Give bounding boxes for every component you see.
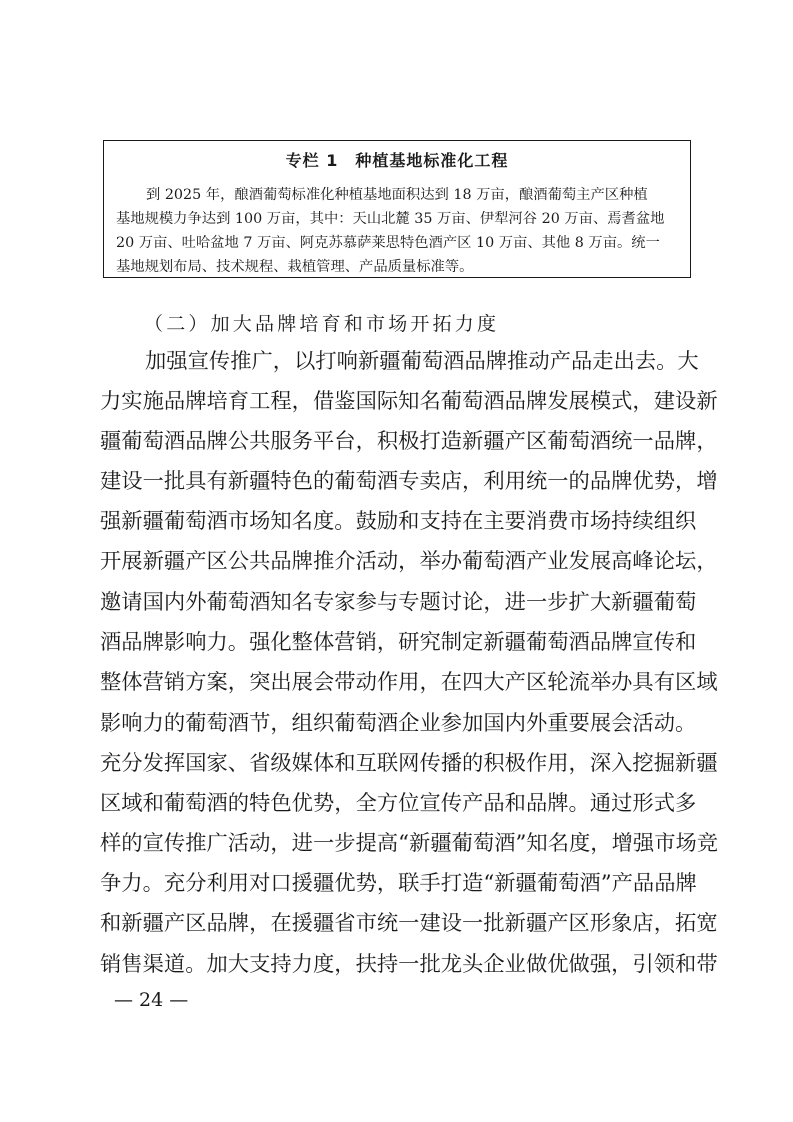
paragraph-line: 开展新疆产区公共品牌推介活动，举办葡萄酒产业发展高峰论坛， bbox=[100, 549, 718, 574]
paragraph-line: 充分发挥国家、省级媒体和互联网传播的积极作用，深入挖掘新疆 bbox=[100, 751, 718, 776]
paragraph-line: 建设一批具有新疆特色的葡萄酒专卖店，利用统一的品牌优势，增 bbox=[100, 469, 718, 494]
paragraph-line: 疆葡萄酒品牌公共服务平台，积极打造新疆产区葡萄酒统一品牌， bbox=[100, 429, 718, 454]
paragraph-line: 争力。充分利用对口援疆优势，联手打造“新疆葡萄酒”产品品牌 bbox=[100, 871, 697, 896]
box-title: 专栏 1 种植基地标准化工程 bbox=[285, 151, 509, 170]
paragraph-line: 加强宣传推广，以打响新疆葡萄酒品牌推动产品走出去。大 bbox=[145, 349, 699, 374]
paragraph-line: 整体营销方案，突出展会带动作用，在四大产区轮流举办具有区域 bbox=[100, 670, 718, 695]
paragraph-line: 力实施品牌培育工程，借鉴国际知名葡萄酒品牌发展模式，建设新 bbox=[100, 389, 718, 414]
box-text-line: 20 万亩、吐哈盆地 7 万亩、阿克苏慕萨莱思特色酒产区 10 万亩、其他 8 万亩。统一 bbox=[116, 235, 660, 251]
paragraph-line: 酒品牌影响力。强化整体营销，研究制定新疆葡萄酒品牌宣传和 bbox=[100, 630, 697, 655]
page-number: — 24 — bbox=[114, 989, 189, 1011]
paragraph-line: 强新疆葡萄酒市场知名度。鼓励和支持在主要消费市场持续组织 bbox=[100, 509, 697, 534]
box-text-line: 到 2025 年，酿酒葡萄标准化种植基地面积达到 18 万亩，酿酒葡萄主产区种植 bbox=[146, 187, 648, 203]
paragraph-line: 和新疆产区品牌，在援疆省市统一建设一批新疆产区形象店，拓宽 bbox=[100, 911, 718, 936]
box-text-line: 基地规划布局、技术规程、栽植管理、产品质量标准等。 bbox=[116, 259, 474, 275]
paragraph-line: 销售渠道。加大支持力度，扶持一批龙头企业做优做强，引领和带 bbox=[100, 952, 718, 977]
section-heading: （二）加大品牌培育和市场开拓力度 bbox=[144, 313, 500, 335]
paragraph-line: 邀请国内外葡萄酒知名专家参与专题讨论，进一步扩大新疆葡萄 bbox=[100, 590, 697, 615]
box-text-line: 基地规模力争达到 100 万亩，其中：天山北麓 35 万亩、伊犁河谷 20 万亩、焉耆盆地 bbox=[116, 211, 665, 227]
feature-box bbox=[103, 140, 691, 278]
paragraph-line: 区域和葡萄酒的特色优势，全方位宣传产品和品牌。通过形式多 bbox=[100, 791, 697, 816]
paragraph-line: 影响力的葡萄酒节，组织葡萄酒企业参加国内外重要展会活动。 bbox=[100, 711, 697, 736]
paragraph-line: 样的宣传推广活动，进一步提高“新疆葡萄酒”知名度，增强市场竞 bbox=[100, 831, 719, 856]
